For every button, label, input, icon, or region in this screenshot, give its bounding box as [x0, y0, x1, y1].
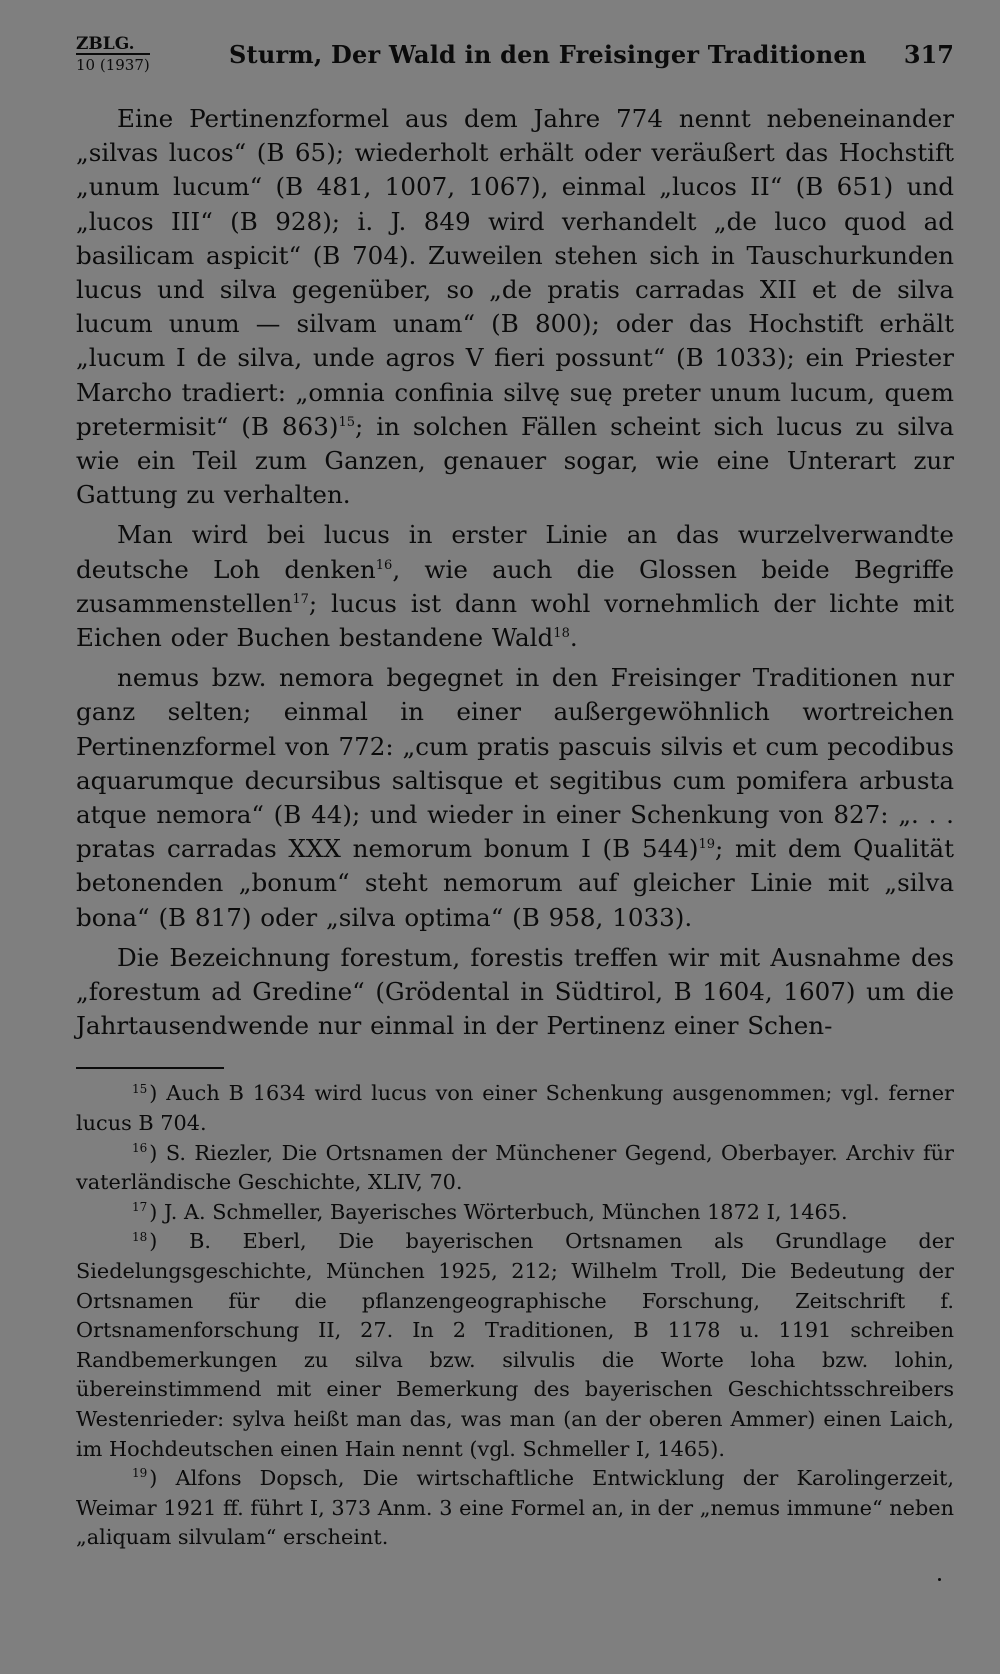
footnote-reference: 18 — [553, 625, 570, 641]
footnote-reference: 19 — [698, 837, 716, 853]
footnote: $^{17}$) J. A. Schmeller, Bayerisches Wörterbuch, München 1872 I, 1465. — [132, 1199, 848, 1224]
paragraph — [76, 661, 954, 935]
paragraph-text: ; in solchen Fällen scheint sich lucus zu silva wie ein Teil zum Ganzen, genauer sogar, wie eine Unterart zur Gattung zu verhalten. — [76, 411, 954, 510]
body-text — [76, 102, 954, 1043]
paragraph-text: Man wird bei lucus in erster Linie an das wurzelverwandte deutsche Loh denken — [76, 520, 954, 584]
footnote: $^{16}$) S. Riezler, Die Ortsnamen der Münchener Gegend, Oberbayer. Archiv für vaterländische Geschichte, XLIV, 70. — [76, 1140, 954, 1195]
footnote-number: 18 — [132, 1229, 148, 1244]
paragraph-text: Eine Pertinenzformel aus dem Jahre 774 nennt nebeneinander „silvas lucos“ (B 65); wiederholt erhält oder veräußert das Hochstift „unum lucum“ (B 481, 1007, 1067), einmal „lucos II“ (B 651) und „lucos III“ (B 928); i. J. 849 wird verhandelt „de luco quod ad basilicam aspicit“ (B 704). Zuweilen stehen sich in Tauschurkunden lucus und silva gegenüber, so „de pratis carradas XII et de silva lucum unum — silvam unam“ (B 800); oder das Hochstift erhält „lucum I de silva, unde agros V fieri possunt“ (B 1033); ein Priester Marcho tradiert: „omnia confinia silvę suę preter unum lucum, quem pretermisit“ (B 863) — [76, 104, 954, 441]
paragraph-text: ; lucus ist dann wohl vornehmlich der lichte mit Eichen oder Buchen bestandene Wald — [76, 588, 954, 653]
journal-reference — [76, 36, 150, 74]
paragraph — [76, 941, 954, 1044]
footnote-number: 16 — [132, 1140, 148, 1155]
footnote-text: J. A. Schmeller, Bayerisches Wörterbuch, München 1872 I, 1465. — [164, 1199, 848, 1224]
footnote-number: 15 — [132, 1081, 148, 1096]
footnote-reference: 15 — [338, 414, 355, 430]
paragraph — [76, 102, 954, 512]
footnote-separator — [76, 1067, 224, 1069]
footnote-text: Alfons Dopsch, Die wirtschaftliche Entwicklung der Karolingerzeit, Weimar 1921 ff. führt I, 373 Anm. 3 eine Formel an, in der „nemus immune“ neben „aliquam silvulam“ erscheint. — [76, 1466, 954, 1550]
running-title: Sturm, Der Wald in den Freisinger Traditionen — [229, 40, 867, 69]
journal-volume: 10 (1937) — [76, 56, 150, 74]
footnote-text: S. Riezler, Die Ortsnamen der Münchener Gegend, Oberbayer. Archiv für vaterländische Geschichte, XLIV, 70. — [76, 1140, 954, 1195]
paragraph-text: . — [569, 623, 578, 653]
footnotes — [76, 1079, 954, 1553]
paragraph-text: Die Bezeichnung forestum, forestis treffen wir mit Ausnahme des „forestum ad Gredine“ (Grödental in Südtirol, B 1604, 1607) um die Jahrtausendwende nur einmal in der Pertinenz einer Schen- — [76, 942, 954, 1041]
page-number: 317 — [903, 40, 954, 69]
footnote-number: 19 — [132, 1466, 148, 1481]
journal-abbreviation: ZBLG. — [76, 36, 150, 55]
footnote-reference: 16 — [375, 557, 393, 573]
page-header — [76, 36, 954, 76]
paragraph-text: nemus bzw. nemora begegnet in den Freisinger Traditionen nur ganz selten; einmal in einer außergewöhnlich wortreichen Pertinenzformel von 772: „cum pratis pascuis silvis et cum pecodibus aquarumque decursibus saltisque et segitibus cum pomifera arbusta atque nemora“ (B 44); und wieder in einer Schenkung von 827: „. . . pratas carradas XXX nemorum bonum I (B 544) — [76, 663, 954, 864]
footnote-number: 17 — [132, 1199, 148, 1214]
footnote: $^{15}$) Auch B 1634 wird lucus von einer Schenkung ausgenommen; vgl. ferner lucus B 704. — [76, 1081, 954, 1136]
paragraph — [76, 518, 954, 655]
paragraph-text: , wie auch die Glossen beide Begriffe zusammenstellen — [76, 554, 954, 618]
footnote-text: Auch B 1634 wird lucus von einer Schenkung ausgenommen; vgl. ferner lucus B 704. — [76, 1081, 954, 1136]
footnote: $^{19}$) Alfons Dopsch, Die wirtschaftliche Entwicklung der Karolingerzeit, Weimar 1921 ff. führt I, 373 Anm. 3 eine Formel an, in der „nemus immune“ neben „aliquam silvulam“ erscheint. — [76, 1466, 954, 1550]
footnote: $^{18}$) B. Eberl, Die bayerischen Ortsnamen als Grundlage der Siedelungsgeschichte, München 1925, 212; Wilhelm Troll, Die Bedeutung der Ortsnamen für die pflanzengeographische Forschung, Zeitschrift f. Ortsnamenforschung II, 27. In 2 Traditionen, B 1178 u. 1191 schreiben Randbemerkungen zu silva bzw. silvulis die Worte loha bzw. lohin, übereinstimmend mit einer Bemerkung des bayerischen Geschichtsschreibers Westenrieder: sylva heißt man das, was man (an der oberen Ammer) einen Laich, im Hochdeutschen einen Hain nennt (vgl. Schmeller I, 1465). — [76, 1229, 954, 1461]
print-speck — [938, 1578, 941, 1581]
footnote-text: B. Eberl, Die bayerischen Ortsnamen als Grundlage der Siedelungsgeschichte, München 1925, 212; Wilhelm Troll, Die Bedeutung der Ortsnamen für die pflanzengeographische Forschung, Zeitschrift f. Ortsnamenforschung II, 27. In 2 Traditionen, B 1178 u. 1191 schreiben Randbemerkungen zu silva bzw. silvulis die Worte loha bzw. lohin, übereinstimmend mit einer Bemerkung des bayerischen Geschichtsschreibers Westenrieder: sylva heißt man das, was man (an der oberen Ammer) einen Laich, im Hochdeutschen einen Hain nennt (vgl. Schmeller I, 1465). — [76, 1229, 954, 1461]
paragraph-text: ; mit dem Qualität betonenden „bonum“ steht nemorum auf gleicher Linie mit „silva bona“ (B 817) oder „silva optima“ (B 958, 1033). — [76, 834, 954, 932]
footnote-reference: 17 — [292, 591, 309, 607]
